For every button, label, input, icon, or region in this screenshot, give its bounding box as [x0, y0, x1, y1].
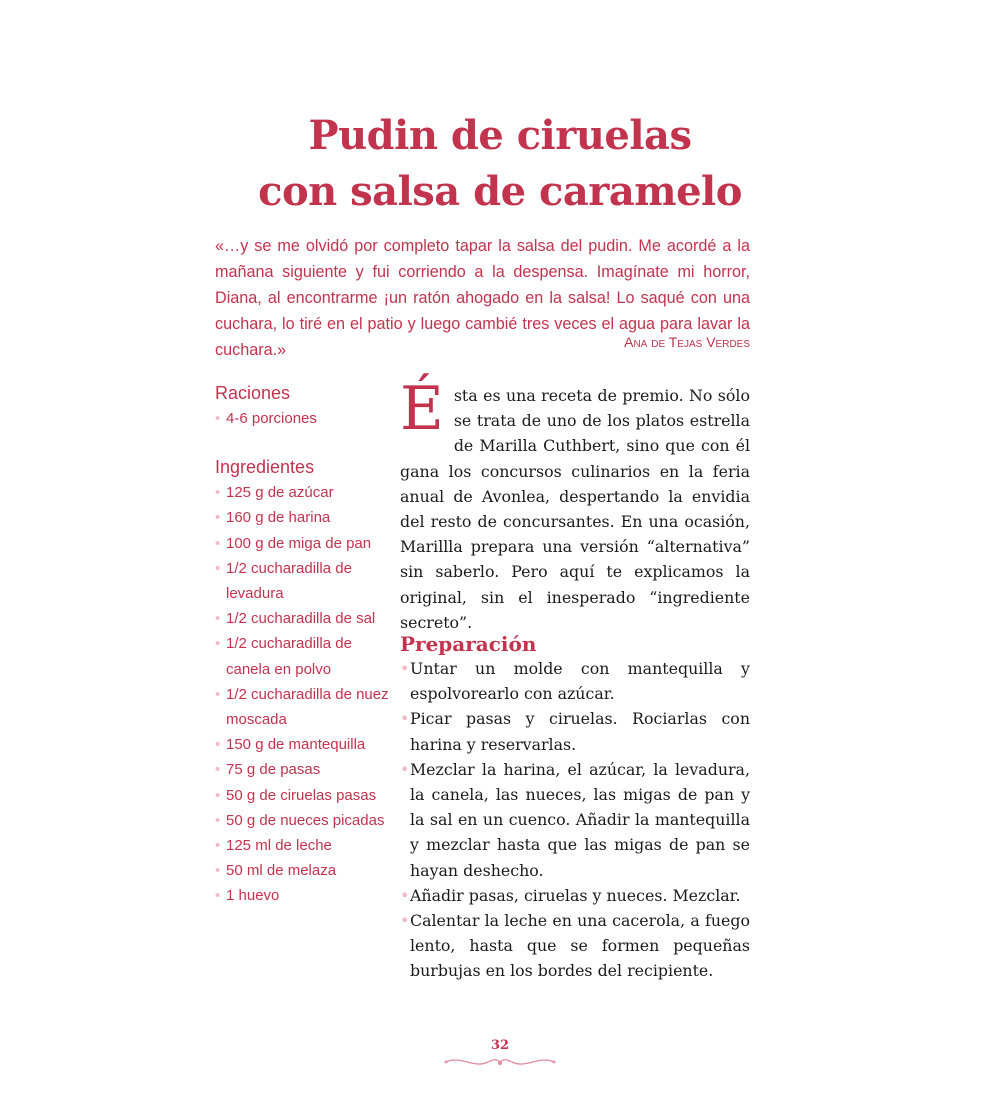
step-item: • Mezclar la harina, el azúcar, la levadura, la canela, las nueces, las migas de pan y la sal en un cuenco. Añadir la mantequilla y mezclar hasta que las migas de pan se hayan deshecho.: [400, 757, 750, 883]
ingredient-item: • 160 g de harina: [215, 505, 390, 530]
intro-paragraph: [400, 374, 750, 635]
preparation-steps: [400, 656, 750, 984]
step-item: • Calentar la leche en una cacerola, a fuego lento, hasta que se formen pequeñas burbujas en los bordes del recipiente.: [400, 908, 750, 984]
flourish-ornament-icon: [440, 1054, 560, 1070]
ingredient-item: • 50 g de ciruelas pasas: [215, 783, 390, 808]
ingredient-item: • 1/2 cucharadilla de canela en polvo: [215, 631, 390, 681]
ingredient-item: • 1/2 cucharadilla de nuez moscada: [215, 682, 390, 732]
ingredient-item: • 50 g de nueces picadas: [215, 808, 390, 833]
page-number: 32: [490, 1038, 510, 1053]
title-line-1: Pudin de ciruelas: [308, 112, 692, 159]
preparation-heading: Preparación: [400, 632, 537, 656]
epigraph-quote: «…y se me olvidó por completo tapar la salsa del pudin. Me acordé a la mañana siguiente y fui corriendo a la despensa. Imagínate mi horror, Diana, al encontrarme ¡un ratón ahogado en la salsa! Lo saqué con una cuchara, lo tiré en el patio y luego cambié tres veces el agua para lavar la cuchara.»: [215, 237, 750, 359]
title-line-2: con salsa de caramelo: [258, 168, 742, 215]
ingredients-list: [215, 480, 390, 908]
epigraph-author: Ana de Tejas Verdes: [624, 334, 750, 350]
ingredient-item: • 100 g de miga de pan: [215, 531, 390, 556]
ingredient-item: • 50 ml de melaza: [215, 858, 390, 883]
ingredient-item: • 1/2 cucharadilla de sal: [215, 606, 390, 631]
servings-heading: Raciones: [215, 383, 291, 403]
ingredient-item: • 1/2 cucharadilla de levadura: [215, 556, 390, 606]
ingredients-heading: Ingredientes: [215, 457, 315, 478]
ingredient-item: • 75 g de pasas: [215, 757, 390, 782]
step-item: • Añadir pasas, ciruelas y nueces. Mezclar.: [400, 883, 750, 908]
step-item: • Untar un molde con mantequilla y espolvorearlo con azúcar.: [400, 656, 750, 706]
servings-item: • 4-6 porciones: [215, 406, 390, 431]
intro-text: sta es una receta de premio. No sólo se trata de uno de los platos estrella de Marilla Cuthbert, sino que con él gana los concursos culinarios en la feria anual de Avonlea, despertando la envidia del resto de concursantes. En una ocasión, Marillla prepara una versión “alternativa” sin saberlo. Pero aquí te explicamos la original, sin el inesperado “ingrediente secreto”.: [400, 386, 750, 632]
recipe-title: [0, 108, 1000, 220]
ingredients-sidebar: [215, 381, 390, 909]
step-item: • Picar pasas y ciruelas. Rociarlas con harina y reservarlas.: [400, 706, 750, 756]
drop-cap: É: [400, 374, 444, 444]
servings-list: [215, 406, 390, 431]
ingredient-item: • 150 g de mantequilla: [215, 732, 390, 757]
ingredient-item: • 1 huevo: [215, 883, 390, 908]
ingredient-item: • 125 g de azúcar: [215, 480, 390, 505]
ingredient-item: • 125 ml de leche: [215, 833, 390, 858]
